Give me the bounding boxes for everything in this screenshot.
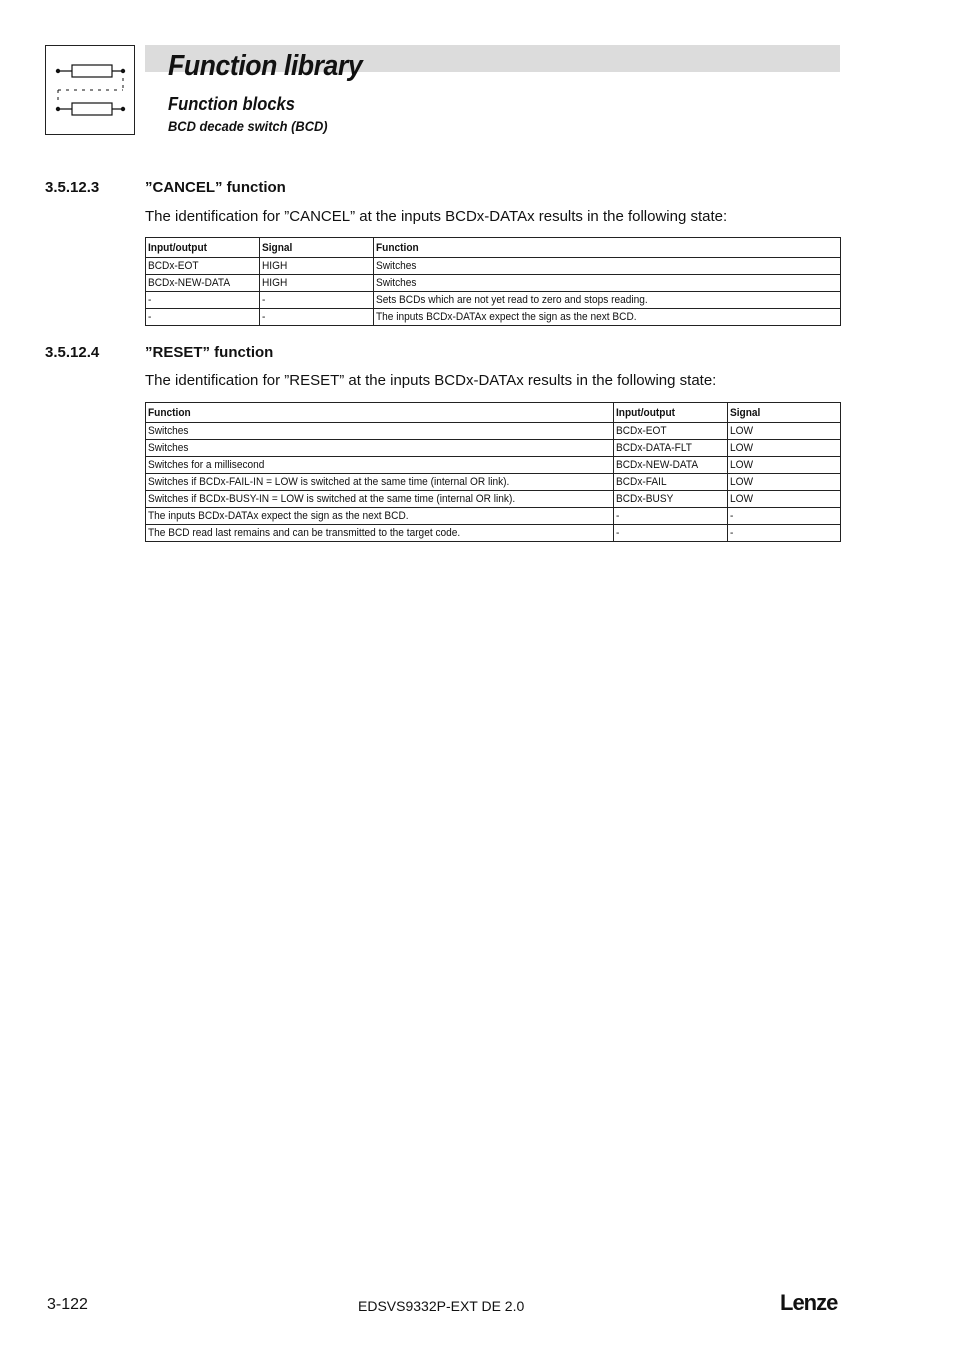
page-subsubtitle: BCD decade switch (BCD)	[168, 118, 328, 134]
table-header-row	[146, 403, 841, 423]
table-row	[146, 525, 841, 542]
column-header: Input/output	[614, 403, 728, 423]
column-header: Signal	[728, 403, 841, 423]
function-block-diagram-icon	[45, 45, 135, 135]
table-cell: BCDx-NEW-DATA	[146, 275, 260, 292]
table-cell: The inputs BCDx-DATAx expect the sign as the next BCD.	[374, 309, 841, 326]
page-subtitle: Function blocks	[168, 94, 295, 114]
table-cell: LOW	[728, 457, 841, 474]
section-number: 3.5.12.4	[45, 344, 100, 361]
column-header: Input/output	[146, 238, 260, 258]
table-cell: -	[260, 292, 374, 309]
table-row	[146, 508, 841, 525]
table-cell: BCDx-FAIL	[614, 474, 728, 491]
table-cell: -	[614, 525, 728, 542]
table-cell: -	[728, 508, 841, 525]
table-cell: Switches	[374, 275, 841, 292]
table-cell: LOW	[728, 491, 841, 508]
table-cell: Switches	[146, 423, 614, 440]
section-title: ”CANCEL” function	[145, 179, 286, 196]
table-cell: -	[146, 309, 260, 326]
table-cell: -	[614, 508, 728, 525]
table-cell: LOW	[728, 474, 841, 491]
table-cell: Switches for a millisecond	[146, 457, 614, 474]
section-intro: The identification for ”RESET” at the inputs BCDx-DATAx results in the following state:	[145, 372, 717, 389]
brand-logo: Lenze	[780, 1290, 838, 1315]
table-row	[146, 423, 841, 440]
table-cell: -	[728, 525, 841, 542]
document-id: EDSVS9332P-EXT DE 2.0	[358, 1298, 525, 1314]
table-cell: HIGH	[260, 275, 374, 292]
column-header: Function	[374, 238, 841, 258]
table-row	[146, 292, 841, 309]
table-header-row	[146, 238, 841, 258]
cancel-table	[145, 237, 841, 326]
table-row	[146, 491, 841, 508]
table-cell: Sets BCDs which are not yet read to zero and stops reading.	[374, 292, 841, 309]
table-row	[146, 474, 841, 491]
page-number: 3-122	[47, 1296, 88, 1313]
section-intro: The identification for ”CANCEL” at the inputs BCDx-DATAx results in the following state:	[145, 208, 728, 225]
table-cell: BCDx-EOT	[614, 423, 728, 440]
table-cell: Switches if BCDx-BUSY-IN = LOW is switched at the same time (internal OR link).	[146, 491, 614, 508]
table-row	[146, 309, 841, 326]
section-number: 3.5.12.3	[45, 179, 100, 196]
table-cell: Switches if BCDx-FAIL-IN = LOW is switched at the same time (internal OR link).	[146, 474, 614, 491]
table-cell: The BCD read last remains and can be transmitted to the target code.	[146, 525, 614, 542]
table-cell: Switches	[146, 440, 614, 457]
table-row	[146, 258, 841, 275]
table-cell: LOW	[728, 423, 841, 440]
table-cell: BCDx-DATA-FLT	[614, 440, 728, 457]
table-row	[146, 440, 841, 457]
section-title: ”RESET” function	[145, 344, 274, 361]
table-cell: Switches	[374, 258, 841, 275]
column-header: Signal	[260, 238, 374, 258]
table-row	[146, 457, 841, 474]
table-cell: The inputs BCDx-DATAx expect the sign as the next BCD.	[146, 508, 614, 525]
table-row	[146, 275, 841, 292]
column-header: Function	[146, 403, 614, 423]
table-cell: HIGH	[260, 258, 374, 275]
table-cell: LOW	[728, 440, 841, 457]
table-cell: -	[146, 292, 260, 309]
reset-table	[145, 402, 841, 542]
table-cell: BCDx-BUSY	[614, 491, 728, 508]
table-cell: -	[260, 309, 374, 326]
table-cell: BCDx-NEW-DATA	[614, 457, 728, 474]
page-title: Function library	[168, 50, 363, 82]
table-cell: BCDx-EOT	[146, 258, 260, 275]
